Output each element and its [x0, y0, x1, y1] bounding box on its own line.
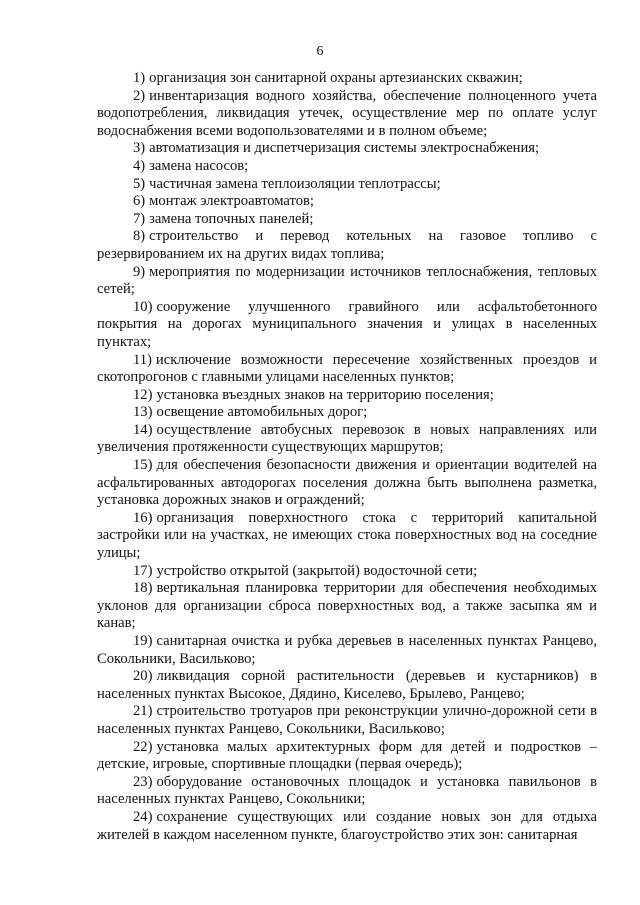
page-number: 6 — [316, 44, 324, 59]
list-item-number: 13) — [133, 404, 153, 421]
list-item — [97, 580, 597, 633]
list-item-text: автоматизация и диспетчеризация системы электроснабжения; — [149, 140, 540, 157]
list-item-number: 4) — [133, 157, 146, 174]
list-item — [97, 193, 597, 211]
document-body — [97, 70, 597, 844]
list-item — [97, 703, 597, 738]
list-item — [97, 299, 597, 352]
list-item-text: для обеспечения безопасности движения и ориентации водителей на асфальтированных автодорогах поселения должна быть выполнена разметка, установка дорожных знаков и ограждений; — [97, 457, 597, 509]
list-item-text: инвентаризация водного хозяйства, обеспечение полноценного учета водопотребления, ликвидация утечек, осуществление мер по оплате услуг водоснабжения всеми водопользователями и в полном объеме; — [97, 87, 597, 139]
list-item-number: 17) — [133, 562, 153, 579]
list-item-text: устройство открытой (закрытой) водосточной сети; — [156, 562, 478, 579]
list-item — [97, 176, 597, 194]
list-item-number: 1) — [133, 70, 146, 86]
list-item-number: 10) — [133, 298, 153, 315]
list-item-number: 5) — [133, 175, 146, 192]
list-item-number: 7) — [133, 210, 146, 227]
list-item — [97, 211, 597, 229]
list-item — [97, 668, 597, 703]
list-item — [97, 457, 597, 510]
list-item — [97, 774, 597, 809]
list-item — [97, 352, 597, 387]
list-item-number: 6) — [133, 193, 146, 210]
list-item — [97, 158, 597, 176]
list-item-number: 23) — [133, 773, 153, 790]
list-item-text: строительство тротуаров при реконструкции улично-дорожной сети в населенных пунктах Ранцево, Сокольники, Васильково; — [97, 703, 597, 737]
list-item — [97, 70, 597, 88]
list-item-text: замена насосов; — [149, 157, 249, 174]
list-item-text: санитарная очистка и рубка деревьев в населенных пунктах Ранцево, Сокольники, Васильково; — [97, 633, 597, 667]
list-item-number: 11) — [133, 351, 152, 368]
list-item-text: организация поверхностного стока с территорий капитальной застройки или на участках, не имеющих стока поверхностных вод на соседние улицы; — [97, 509, 597, 562]
list-item-text: организация зон санитарной охраны артезианских скважин; — [149, 70, 523, 86]
list-item-text: освещение автомобильных дорог; — [156, 404, 368, 421]
list-item-number: 9) — [133, 263, 146, 280]
list-item-text: мероприятия по модернизации источников теплоснабжения, тепловых сетей; — [97, 263, 597, 298]
list-item-text: осуществление автобусных перевозок в новых направлениях или увеличения протяженности существующих маршрутов; — [97, 421, 597, 456]
list-item-text: сохранение существующих или создание новых зон для отдыха жителей в каждом населенном пункте, благоустройство этих зон: санитарная — [97, 808, 597, 843]
list-item-number: 8) — [133, 228, 146, 245]
list-item — [97, 422, 597, 457]
list-item-number: 14) — [133, 421, 153, 438]
list-item-text: ликвидация сорной растительности (деревьев и кустарников) в населенных пунктах Высокое, Дядино, Киселево, Брылево, Ранцево; — [97, 668, 597, 702]
list-item-number: 12) — [133, 386, 153, 403]
list-item-number: 16) — [133, 509, 153, 526]
list-item — [97, 387, 597, 405]
list-item-text: установка малых архитектурных форм для детей и подростков – детские, игровые, спортивные площадки (первая очередь); — [97, 738, 597, 773]
list-item-text: установка въездных знаков на территорию поселения; — [156, 386, 494, 403]
list-item — [97, 510, 597, 563]
list-item-text: монтаж электроавтоматов; — [149, 193, 314, 210]
list-item-number: 18) — [133, 580, 153, 597]
list-item-number: 20) — [133, 668, 153, 685]
list-item-text: оборудование остановочных площадок и установка павильонов в населенных пунктах Ранцево, Сокольники; — [97, 773, 597, 808]
list-item — [97, 563, 597, 581]
list-item-text: исключение возможности пересечение хозяйственных проездов и скотопрогонов с главными улицами населенных пунктов; — [97, 351, 597, 386]
list-item — [97, 809, 597, 844]
list-item — [97, 633, 597, 668]
list-item-number: 21) — [133, 703, 153, 720]
list-item — [97, 739, 597, 774]
list-item-number: 24) — [133, 808, 153, 825]
list-item-text: вертикальная планировка территории для обеспечения необходимых уклонов для организации сброса поверхностных вод, а также засыпка ям и канав; — [97, 580, 597, 632]
list-item — [97, 228, 597, 263]
list-item-number: 19) — [133, 633, 153, 649]
list-item-number: 15) — [133, 457, 153, 474]
list-item — [97, 264, 597, 299]
list-item-text: замена топочных панелей; — [149, 210, 314, 227]
list-item-number: 2) — [133, 87, 146, 104]
list-item — [97, 140, 597, 158]
list-item-number: 3) — [133, 140, 146, 157]
list-item — [97, 404, 597, 422]
list-item-text: частичная замена теплоизоляции теплотрассы; — [149, 175, 441, 192]
list-item — [97, 88, 597, 141]
list-item-text: строительство и перевод котельных на газовое топливо с резервированием их на других видах топлива; — [97, 228, 597, 262]
list-item-text: сооружение улучшенного гравийного или асфальтобетонного покрытия на дорогах муниципального значения и улицах в населенных пунктах; — [97, 298, 597, 350]
list-item-number: 22) — [133, 738, 153, 755]
